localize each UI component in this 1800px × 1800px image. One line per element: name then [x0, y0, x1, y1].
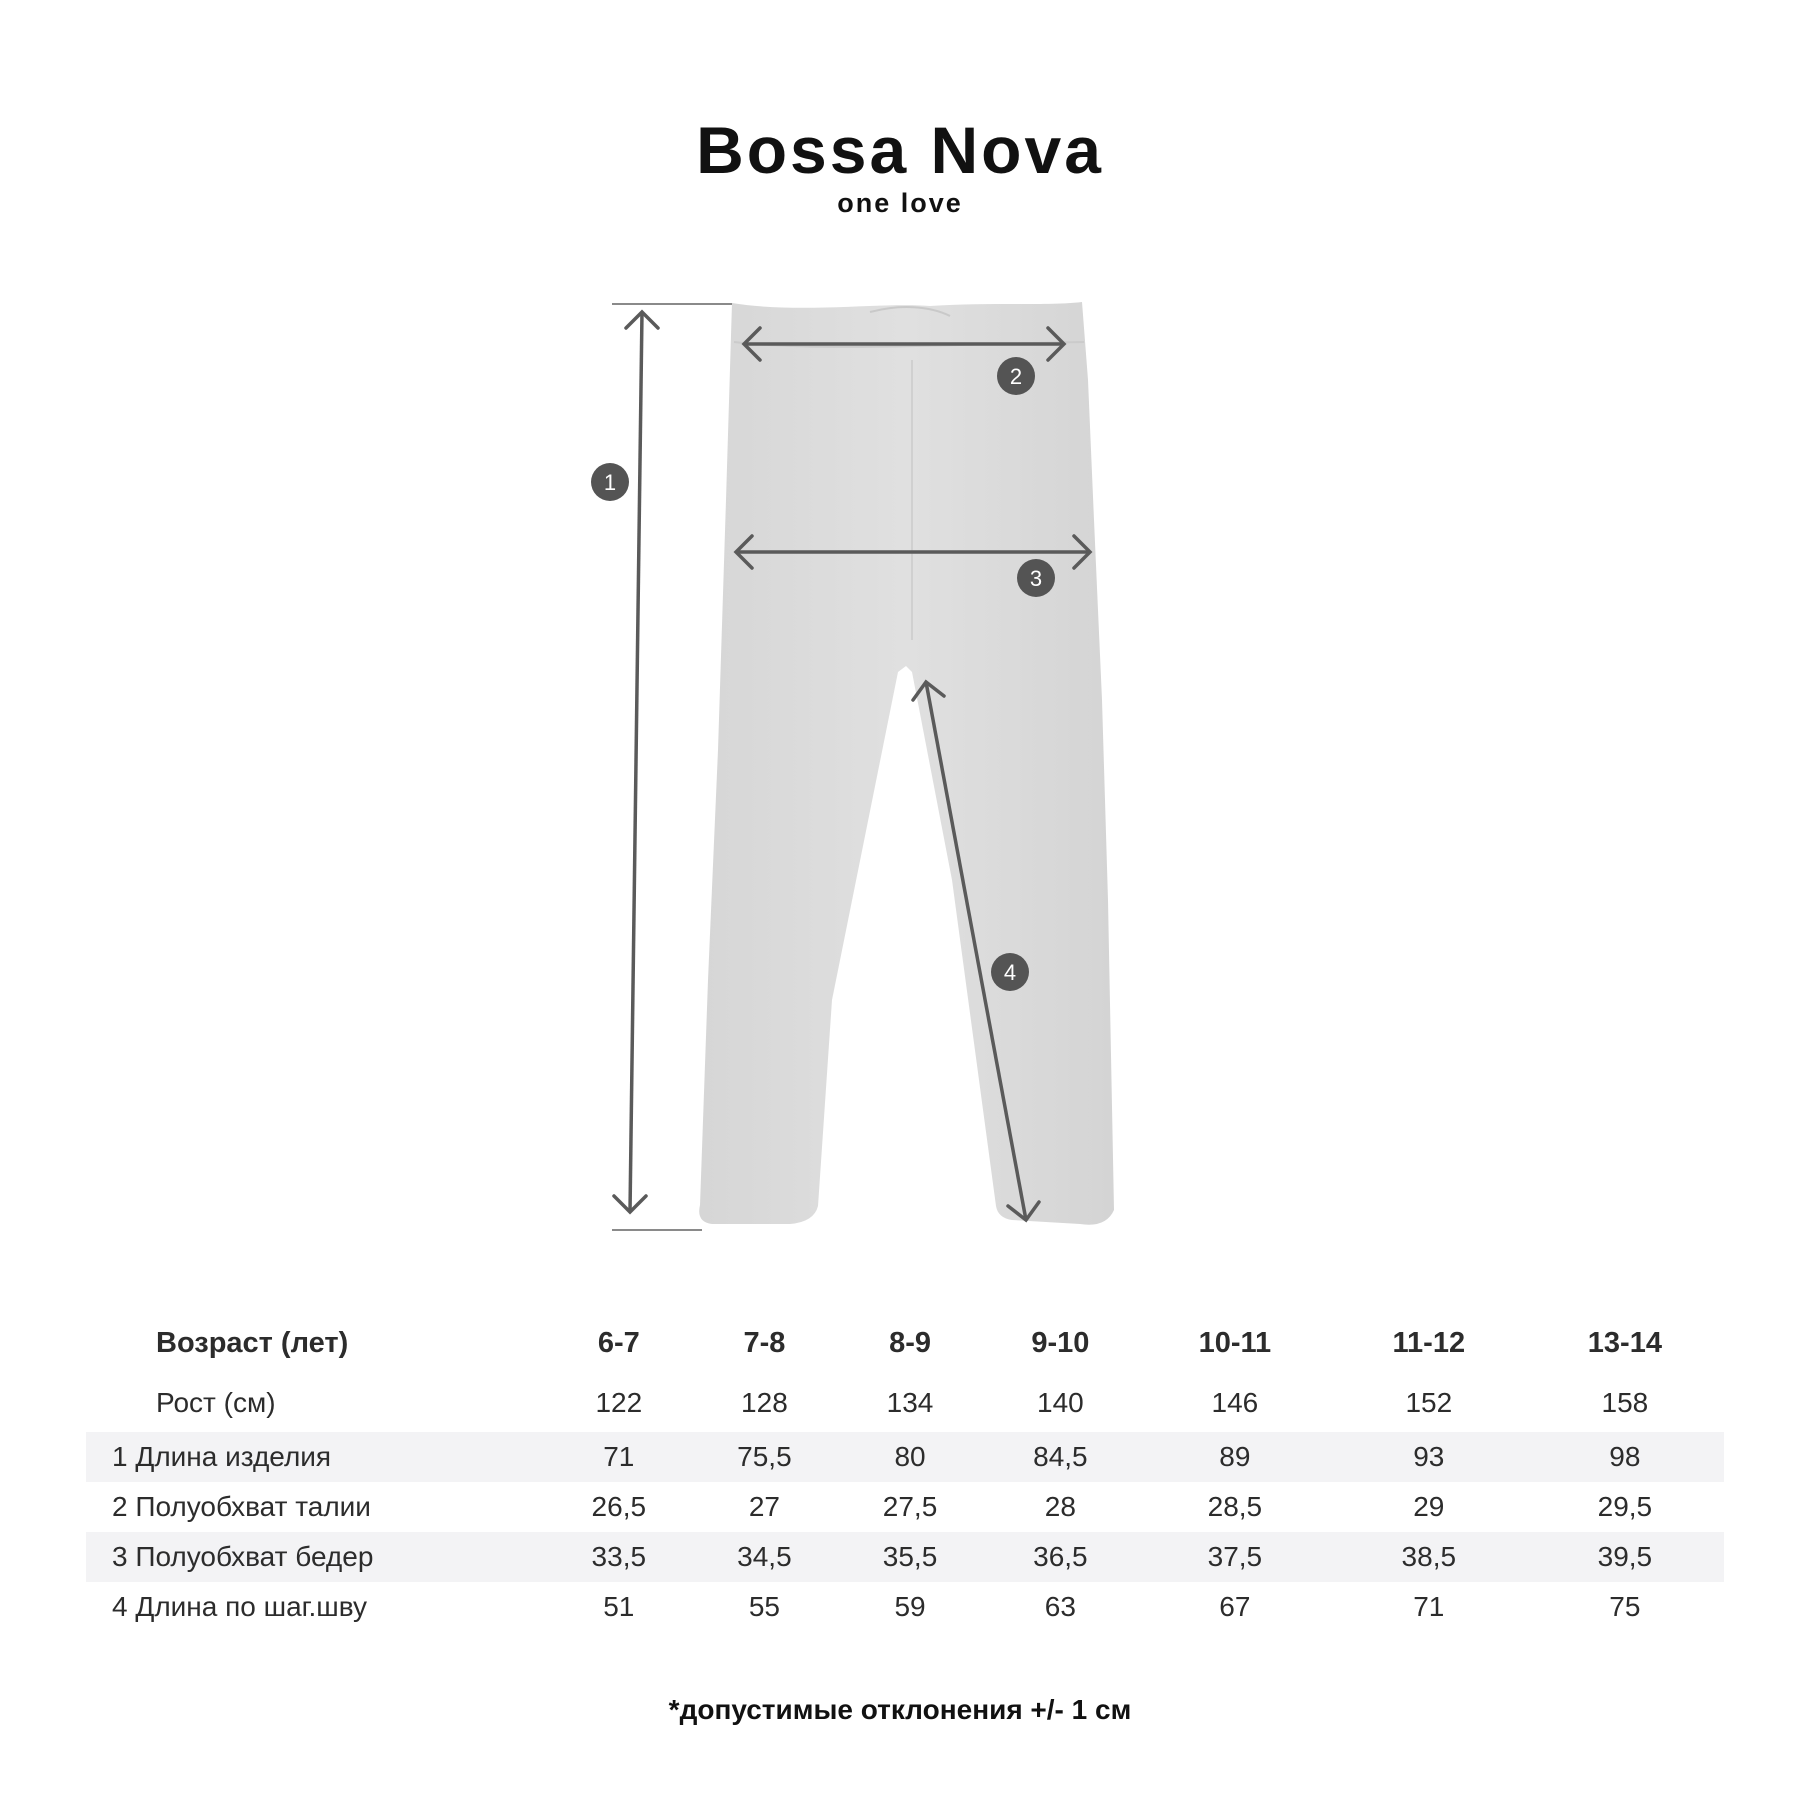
table-cell: 29,5 [1597, 1491, 1653, 1522]
marker-number-4: 4 [1003, 960, 1017, 985]
age-header-label: Возраст (лет) [156, 1326, 349, 1359]
table-cell: 134 [886, 1387, 934, 1418]
table-cell: 67 [1219, 1591, 1251, 1622]
age-column-header: 7-8 [743, 1326, 786, 1359]
table-row-inseam [86, 1582, 1724, 1632]
table-cell: 89 [1138, 1432, 1332, 1482]
table-cell: 75 [1609, 1591, 1641, 1622]
table-cell: 39,5 [1526, 1532, 1724, 1582]
table-cell: 27 [748, 1491, 780, 1522]
table-cell: 55 [748, 1591, 780, 1622]
table-row-waist [86, 1482, 1724, 1532]
table-row-hips [86, 1532, 1724, 1582]
marker-badge-2 [997, 357, 1035, 395]
table-cell: 63 [1044, 1591, 1076, 1622]
table-cell: 158 [1601, 1387, 1649, 1418]
table-cell: 34,5 [692, 1532, 838, 1582]
table-cell: 28,5 [1207, 1491, 1263, 1522]
row-label: 2 Полуобхват талии [112, 1491, 371, 1522]
table-cell: 152 [1405, 1387, 1453, 1418]
table-cell: 93 [1332, 1432, 1526, 1482]
table-cell: 140 [1037, 1387, 1084, 1418]
marker-number-2: 2 [1009, 364, 1023, 389]
marker-badge-1 [591, 463, 629, 501]
brand-tagline: one love [837, 188, 963, 218]
table-row-length [86, 1432, 1724, 1482]
table-cell: 80 [837, 1432, 983, 1482]
age-column-header: 10-11 [1198, 1326, 1272, 1359]
table-cell: 71 [1413, 1591, 1445, 1622]
table-cell: 26,5 [591, 1491, 647, 1522]
table-cell: 84,5 [983, 1432, 1138, 1482]
marker-number-3: 3 [1029, 566, 1043, 591]
table-cell: 37,5 [1138, 1532, 1332, 1582]
row-label: 4 Длина по шаг.шву [112, 1591, 367, 1622]
brand-logo: Bossa Nova [696, 113, 1104, 187]
table-cell: 128 [741, 1387, 788, 1418]
table-cell: 51 [603, 1591, 635, 1622]
age-header-row [86, 1312, 1724, 1374]
height-row-label: Рост (см) [156, 1387, 276, 1418]
marker-number-1: 1 [603, 470, 617, 495]
table-cell: 33,5 [546, 1532, 692, 1582]
age-column-header: 11-12 [1392, 1326, 1466, 1359]
age-column-header: 9-10 [1031, 1326, 1090, 1359]
table-cell: 36,5 [983, 1532, 1138, 1582]
table-cell: 98 [1526, 1432, 1724, 1482]
age-column-header: 8-9 [889, 1326, 931, 1359]
table-cell: 71 [546, 1432, 692, 1482]
table-cell: 146 [1211, 1387, 1259, 1418]
age-column-header: 13-14 [1587, 1326, 1662, 1359]
table-cell: 59 [894, 1591, 926, 1622]
table-cell: 35,5 [837, 1532, 983, 1582]
table-cell: 38,5 [1332, 1532, 1526, 1582]
marker-badge-3 [1017, 559, 1055, 597]
table-cell: 29 [1413, 1491, 1445, 1522]
leggings-illustration [699, 302, 1114, 1225]
row-label: 1 Длина изделия [86, 1432, 546, 1482]
table-cell: 122 [595, 1387, 643, 1418]
table-cell: 28 [1044, 1491, 1076, 1522]
length-arrow-line [630, 312, 642, 1212]
height-row [86, 1374, 1724, 1432]
row-label: 3 Полуобхват бедер [86, 1532, 546, 1582]
age-column-header: 6-7 [597, 1326, 640, 1359]
leggings-body [699, 302, 1114, 1225]
table-cell: 27,5 [882, 1491, 938, 1522]
size-chart-table [86, 1312, 1724, 1632]
marker-badge-4 [991, 953, 1029, 991]
table-cell: 75,5 [692, 1432, 838, 1482]
tolerance-footnote: *допустимые отклонения +/- 1 см [668, 1694, 1132, 1725]
